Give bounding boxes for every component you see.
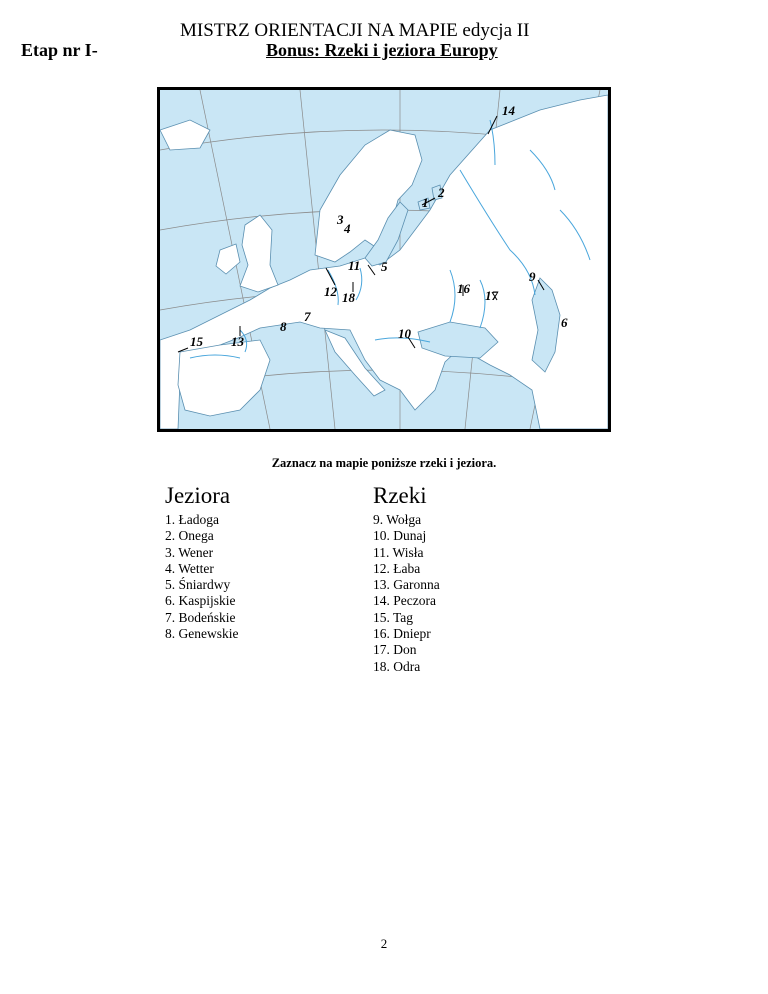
map-label-16: 16 <box>457 281 470 296</box>
map-label-18: 18 <box>342 290 355 305</box>
list-item: 3. Wener <box>165 544 214 560</box>
map-label-13: 13 <box>231 334 244 349</box>
map-svg <box>160 90 608 429</box>
map-label-14: 14 <box>502 103 515 118</box>
map-label-2: 2 <box>438 185 445 200</box>
list-item: 9. Wołga <box>373 512 422 527</box>
document-title: MISTRZ ORIENTACJI NA MAPIE edycja II <box>180 20 530 41</box>
list-item: 10. Dunaj <box>373 528 427 544</box>
map-label-15: 15 <box>190 334 203 349</box>
list-item: 1. Ładoga <box>165 512 219 527</box>
page-number: 2 <box>380 936 388 951</box>
list-item: 4. Wetter <box>165 560 214 576</box>
map-label-6: 6 <box>561 315 568 330</box>
europe-map <box>157 87 611 432</box>
list-item: 18. Odra <box>373 658 421 674</box>
list-item: 6. Kaspijskie <box>165 593 236 609</box>
map-label-9: 9 <box>529 269 536 284</box>
list-item: 7. Bodeńskie <box>165 609 236 625</box>
list-item: 5. Śniardwy <box>165 577 231 593</box>
land-britain <box>240 215 278 292</box>
land-iceland <box>160 120 210 150</box>
map-label-10: 10 <box>398 326 411 341</box>
map-label-1: 1 <box>422 195 429 210</box>
map-label-12: 12 <box>324 284 337 299</box>
map-label-3: 3 <box>337 212 344 227</box>
land-ireland <box>216 244 240 274</box>
list-item: 12. Łaba <box>373 560 421 576</box>
instruction-text: Zaznacz na mapie poniższe rzeki i jeziora. <box>271 456 497 470</box>
stage-label: Etap nr I- <box>21 40 98 60</box>
list-item: 13. Garonna <box>373 577 440 593</box>
map-label-4: 4 <box>344 221 351 236</box>
list-item: 11. Wisła <box>373 544 424 560</box>
map-label-11: 11 <box>348 258 361 273</box>
list-item: 14. Peczora <box>373 593 436 609</box>
list-item: 2. Onega <box>165 528 214 544</box>
map-label-17: 17 <box>485 288 498 303</box>
rivers-list <box>373 512 440 675</box>
rivers-heading: Rzeki <box>373 483 427 508</box>
lakes-list <box>165 512 238 642</box>
list-item: 8. Genewskie <box>165 626 239 642</box>
list-item: 15. Tag <box>373 609 414 625</box>
lakes-heading: Jeziora <box>165 483 231 508</box>
list-item: 16. Dniepr <box>373 626 431 642</box>
map-label-7: 7 <box>304 309 311 324</box>
document-subtitle: Bonus: Rzeki i jeziora Europy <box>266 40 498 60</box>
map-label-5: 5 <box>381 259 388 274</box>
land-iberia <box>178 340 270 416</box>
list-item: 17. Don <box>373 642 417 658</box>
map-label-8: 8 <box>280 319 287 334</box>
